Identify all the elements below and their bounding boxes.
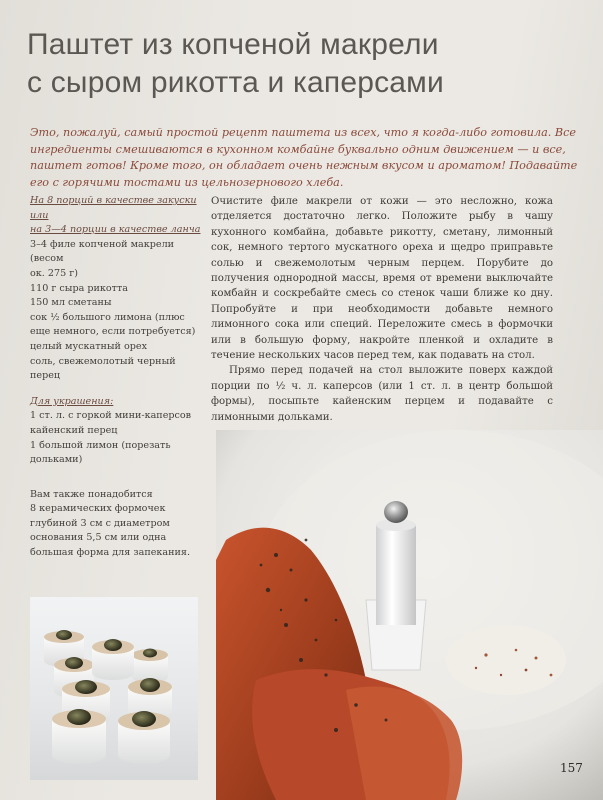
ramekin	[132, 649, 168, 684]
ingredient-item: 3–4 филе копченой макрели (весом	[30, 238, 175, 265]
ingredients-column	[30, 194, 202, 561]
equipment-line: 8 керамических формочек	[30, 503, 166, 515]
method-paragraph-2: Прямо перед подачей на стол выложите поверх каждой порции по ½ ч. л. каперсов (или 1 ст. л. в центр большой формы), посыпьте кайенским перцем и подавайте с лимонными дольками.	[211, 365, 553, 423]
ingredient-item: 150 мл сметаны	[30, 297, 112, 309]
ramekin	[118, 711, 170, 764]
page-number: 157	[560, 761, 583, 775]
ingredient-item: соль, свежемолотый черный перец	[30, 355, 176, 382]
ingredient-item: целый мускатный орех	[30, 340, 148, 352]
recipe-intro: Это, пожалуй, самый простой рецепт паштета из всех, что я когда-либо готовила. Все ингредиенты смешиваются в кухонном комбайне буквально одним движением — и все, паштет готов! Кроме того, он обладает очень нежным вкусом и ароматом! Подавайте его с горячими тостами из цельнозернового хлеба.	[30, 126, 578, 189]
recipe-title	[27, 26, 567, 102]
food-processor-illustration	[216, 430, 603, 800]
ramekin	[92, 639, 134, 680]
method-paragraph-1: Очистите филе макрели от кожи — это несложно, кожа отделяется достаточно легко. Положите рыбу в чашу кухонного комбайна, добавьте рикотту, сметану, лимонный сок, немного тертого мускатного ореха и щедро приправьте солью и свежемолотым черным перцем. Порубите до получения однородной массы, время от времени выключайте комбайн и соскребайте смесь со стенок чаши ближе ко дну. Попробуйте и при необходимости добавьте немного лимонного сока или специй. Переложите смесь в формочки или в большую форму, накройте пленкой и охладите в течение нескольких часов перед тем, как подавать на стол.	[211, 196, 553, 362]
garnish-item: 1 ст. л. с горкой мини-каперсов	[30, 410, 192, 422]
equipment-line: Вам также понадобится	[30, 488, 153, 500]
equipment-line: основания 5,5 см или одна	[30, 532, 167, 544]
equipment-line: большая форма для запекания.	[30, 547, 191, 559]
garnish-item: 1 большой лимон (порезать	[30, 439, 171, 451]
servings-line-1: На 8 порций в качестве закуски или	[30, 195, 197, 221]
garnish-heading: Для украшения:	[30, 395, 114, 407]
method-column	[211, 194, 553, 425]
garnish-item: кайенский перец	[30, 424, 118, 436]
ingredient-item: еще немного, если потребуется)	[30, 326, 196, 338]
ricotta-spices	[446, 625, 566, 695]
ramekin	[52, 709, 106, 764]
ingredient-item: ок. 275 г)	[30, 267, 79, 279]
ingredient-item: сок ½ большого лимона (плюс	[30, 311, 185, 323]
garnish-item: дольками)	[30, 454, 83, 466]
ramekins-photo	[30, 597, 198, 780]
equipment-line: глубиной 3 см с диаметром	[30, 517, 170, 529]
ingredient-item: 110 г сыра рикотта	[30, 282, 128, 294]
ramekins-illustration	[30, 597, 198, 780]
recipe-title-line-1: Паштет из копченой макрели	[27, 28, 439, 61]
servings-line-2: на 3—4 порции в качестве ланча	[30, 224, 201, 236]
food-processor-photo	[216, 430, 603, 800]
recipe-title-line-2: с сыром рикотта и каперсами	[27, 66, 444, 99]
